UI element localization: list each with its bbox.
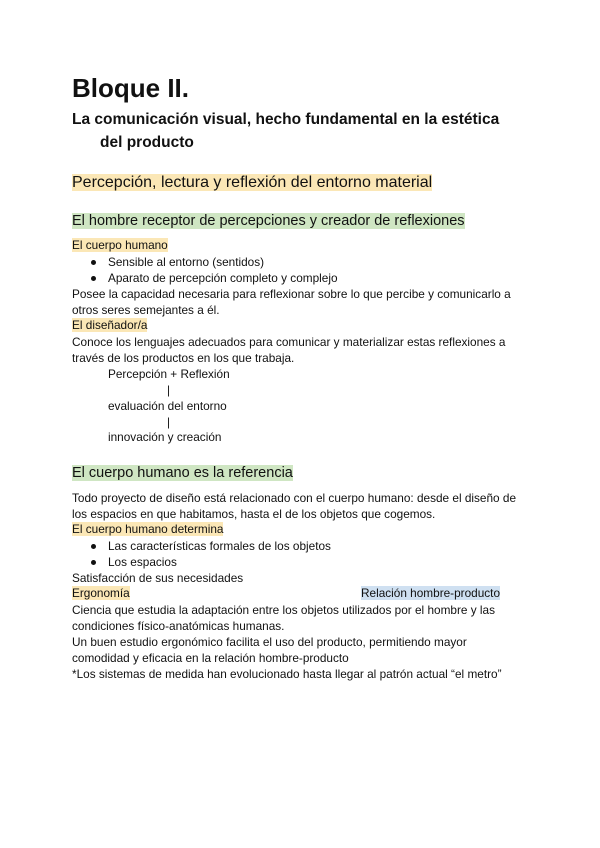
flow-step: evaluación del entorno <box>108 399 227 413</box>
section-heading-reference <box>72 463 293 483</box>
bullet-icon <box>91 544 96 549</box>
label-disenador <box>72 318 147 333</box>
label-cuerpo-determina <box>72 522 223 537</box>
list-item-text: Sensible al entorno (sentidos) <box>108 255 265 269</box>
paragraph-line: Satisfacción de sus necesidades <box>72 571 244 585</box>
section-heading-text: El cuerpo humano es la referencia <box>72 465 293 481</box>
paragraph-line: Conoce los lenguajes adecuados para comunicar y materializar estas reflexiones a <box>72 335 506 349</box>
label-relacion <box>361 586 500 601</box>
subtitle-line-2: del producto <box>100 134 194 151</box>
paragraph-line: condiciones físico-anatómicas humanas. <box>72 619 285 633</box>
label-text: El cuerpo humano determina <box>72 522 224 536</box>
flow-connector: | <box>167 383 171 397</box>
flow-step: Percepción + Reflexión <box>108 367 230 381</box>
label-ergonomia <box>72 586 130 601</box>
section-heading-perception <box>72 172 434 193</box>
bullet-icon <box>91 260 96 265</box>
bullet-icon <box>91 276 96 281</box>
page-title: Bloque II. <box>72 73 189 103</box>
paragraph-line: través de los productos en los que trabaja. <box>72 351 295 365</box>
section-heading-text: Percepción, lectura y reflexión del entorno material <box>72 174 433 191</box>
paragraph-line: Todo proyecto de diseño está relacionado con el cuerpo humano: desde el diseño de <box>72 491 517 505</box>
paragraph-line: otros seres semejantes a él. <box>72 303 220 317</box>
paragraph-line: Un buen estudio ergonómico facilita el uso del producto, permitiendo mayor <box>72 635 467 649</box>
label-text: El cuerpo humano <box>72 238 168 252</box>
footnote: *Los sistemas de medida han evolucionado hasta llegar al patrón actual “el metro” <box>72 667 502 681</box>
paragraph-line: Ciencia que estudia la adaptación entre los objetos utilizados por el hombre y las <box>72 603 495 617</box>
list-item-text: Las características formales de los objetos <box>108 539 331 553</box>
label-cuerpo-humano <box>72 238 168 253</box>
list-item <box>108 538 331 554</box>
list-item <box>108 254 264 270</box>
paragraph-line: los espacios en que habitamos, hasta el de los objetos que cogemos. <box>72 507 436 521</box>
paragraph-line: comodidad y eficacia en la relación hombre-producto <box>72 651 349 665</box>
list-item-text: Los espacios <box>108 555 177 569</box>
label-text: Relación hombre-producto <box>361 586 501 600</box>
flow-step: innovación y creación <box>108 430 222 444</box>
subsection-heading-text: El hombre receptor de percepciones y creador de reflexiones <box>72 213 465 229</box>
paragraph-line: Posee la capacidad necesaria para reflexionar sobre lo que percibe y comunicarlo a <box>72 287 511 301</box>
list-item <box>108 270 338 286</box>
subsection-heading-receptor <box>72 211 465 231</box>
label-text: Ergonomía <box>72 586 130 600</box>
list-item <box>108 554 177 570</box>
subtitle-line-1: La comunicación visual, hecho fundamental en la estética <box>72 111 500 128</box>
flow-connector: | <box>167 415 171 429</box>
list-item-text: Aparato de percepción completo y complejo <box>108 271 338 285</box>
bullet-icon <box>91 560 96 565</box>
label-text: El diseñador/a <box>72 318 148 332</box>
